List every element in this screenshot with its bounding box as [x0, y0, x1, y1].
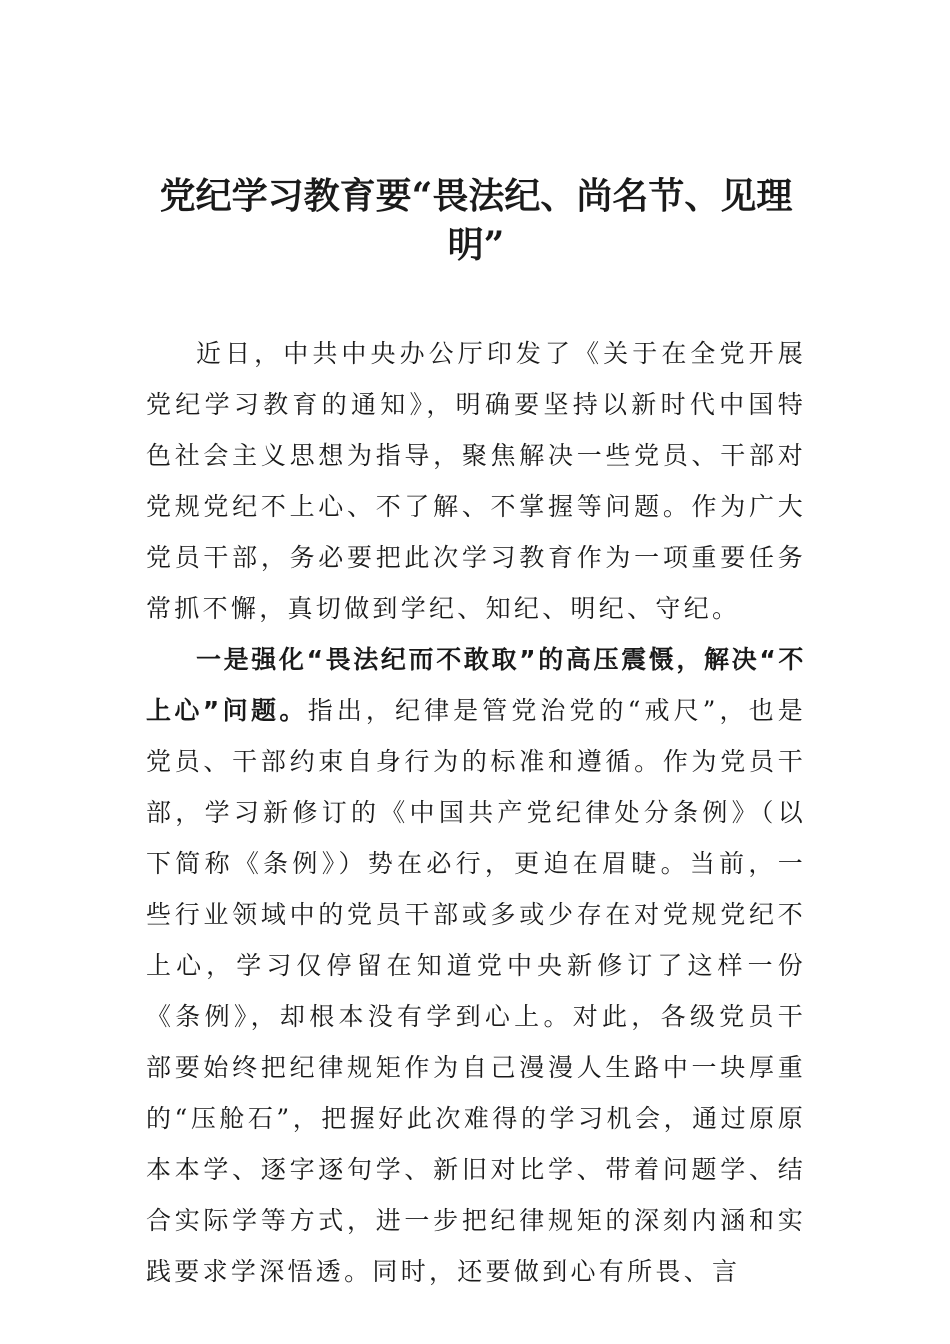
- document-title: 党纪学习教育要“畏法纪、尚名节、见理明”: [159, 175, 793, 266]
- paragraph-lead-heading: 一是强化“畏法纪而不敢取”的高压震慑，解决“不上心”问题。: [146, 645, 806, 725]
- document-body: [146, 328, 806, 1297]
- paragraph-intro: 近日，中共中央办公厅印发了《关于在全党开展党纪学习教育的通知》，明确要坚持以新时代中国特色社会主义思想为指导，聚焦解决一些党员、干部对党规党纪不上心、不了解、不掌握等问题。作为广大党员干部，务必要把此次学习教育作为一项重要任务常抓不懈，真切做到学纪、知纪、明纪、守纪。: [146, 339, 806, 623]
- paragraph-point-one-text: 指出，纪律是管党治党的“戒尺”，也是党员、干部约束自身行为的标准和遵循。作为党员干部，学习新修订的《中国共产党纪律处分条例》（以下简称《条例》）势在必行，更迫在眉睫。当前，一些行业领域中的党员干部或多或少存在对党规党纪不上心，学习仅停留在知道党中央新修订了这样一份《条例》，却根本没有学到心上。对此，各级党员干部要始终把纪律规矩作为自己漫漫人生路中一块厚重的“压舱石”，把握好此次难得的学习机会，通过原原本本学、逐字逐句学、新旧对比学、带着问题学、结合实际学等方式，进一步把纪律规矩的深刻内涵和实践要求学深悟透。同时，还要做到心有所畏、言: [146, 696, 807, 1286]
- paragraph-point-one: [146, 634, 806, 1297]
